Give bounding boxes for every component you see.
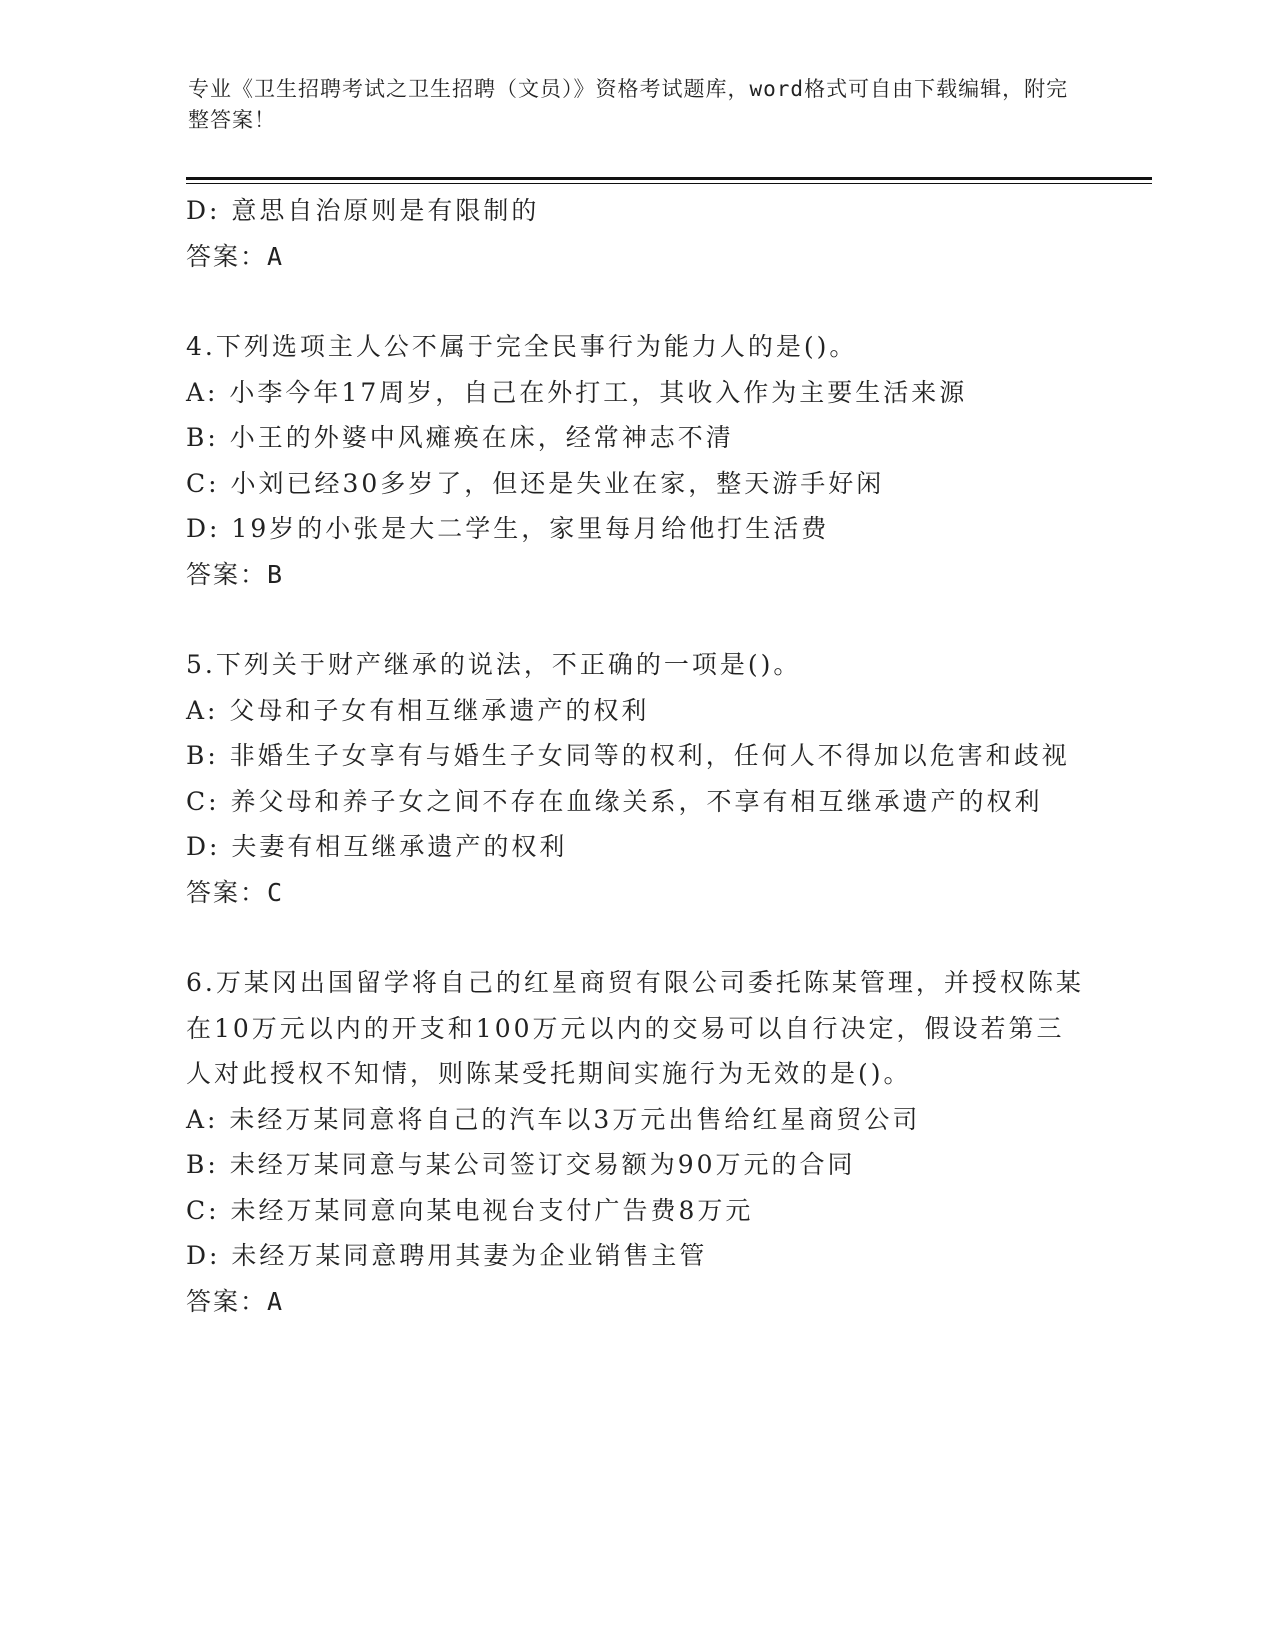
option-d: D: 夫妻有相互继承遗产的权利	[186, 832, 568, 861]
block-spacer	[186, 279, 1086, 324]
block-spacer	[186, 597, 1086, 642]
header-rule-thin	[186, 183, 1152, 184]
document-header: 专业《卫生招聘考试之卫生招聘（文员）》资格考试题库，word格式可自由下载编辑，附完整答案！	[188, 77, 1069, 132]
option-a: A: 未经万某同意将自己的汽车以3万元出售给红星商贸公司	[186, 1104, 921, 1134]
option-b: B: 未经万某同意与某公司签订交易额为90万元的合同	[186, 1150, 856, 1179]
question-block-4	[186, 324, 1086, 597]
option-b: B: 小王的外婆中风瘫痪在床，经常神志不清	[186, 423, 734, 452]
question-block-5	[186, 642, 1086, 915]
answer-line: 答案：A	[186, 241, 285, 271]
block-spacer	[186, 915, 1086, 960]
option-a: A: 小李今年17周岁，自己在外打工，其收入作为主要生活来源	[186, 377, 968, 407]
answer-line: 答案：B	[186, 559, 285, 589]
option-c: C: 未经万某同意向某电视台支付广告费8万元	[186, 1195, 754, 1225]
question-content	[186, 188, 1086, 1324]
question-block-6	[186, 960, 1086, 1324]
question-text: 5.下列关于财产继承的说法，不正确的一项是()。	[186, 650, 802, 679]
question-text: 6.万某冈出国留学将自己的红星商贸有限公司委托陈某管理，并授权陈某在10万元以内的开支和100万元以内的交易可以自行决定，假设若第三人对此授权不知情，则陈某受托期间实施行为无效的是()。	[186, 968, 1084, 1088]
option-c: C: 养父母和养子女之间不存在血缘关系，不享有相互继承遗产的权利	[186, 786, 1043, 816]
question-block-3-tail	[186, 188, 1086, 279]
option-b: B: 非婚生子女享有与婚生子女同等的权利，任何人不得加以危害和歧视	[186, 741, 1070, 770]
header-rule-thick	[186, 177, 1152, 180]
option-d: D: 19岁的小张是大二学生，家里每月给他打生活费	[186, 514, 830, 543]
option-d: D: 意思自治原则是有限制的	[186, 196, 540, 225]
option-a: A: 父母和子女有相互继承遗产的权利	[186, 695, 650, 725]
answer-line: 答案：C	[186, 877, 285, 907]
answer-line: 答案：A	[186, 1286, 285, 1316]
option-c: C: 小刘已经30多岁了，但还是失业在家，整天游手好闲	[186, 468, 885, 498]
option-d: D: 未经万某同意聘用其妻为企业销售主管	[186, 1241, 708, 1270]
question-text: 4.下列选项主人公不属于完全民事行为能力人的是()。	[186, 332, 858, 361]
